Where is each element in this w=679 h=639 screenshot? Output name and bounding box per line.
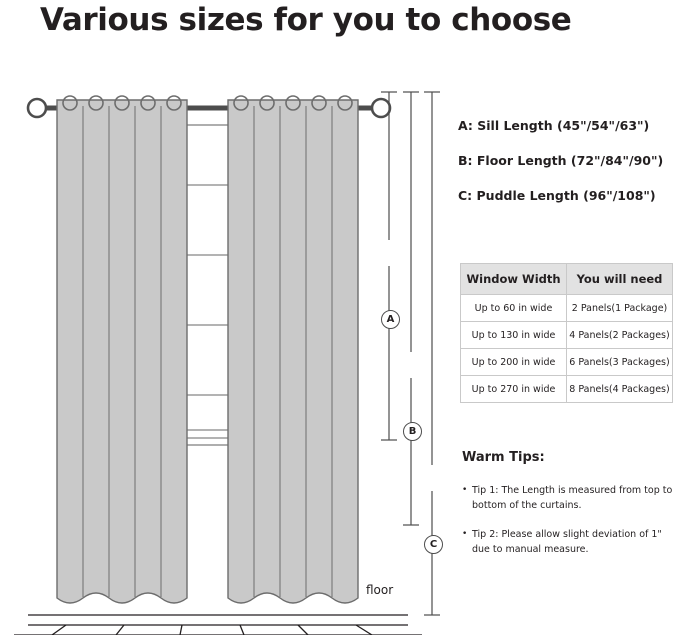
table-row: [461, 322, 673, 349]
cell-window-width: Up to 60 in wide: [461, 295, 567, 322]
floor: [14, 615, 422, 635]
legend-item-a: A: Sill Length (45"/54"/63"): [458, 118, 650, 133]
legend-item-b: B: Floor Length (72"/84"/90"): [458, 153, 664, 168]
table-header-row: [461, 264, 673, 295]
warm-tips-title: Warm Tips:: [462, 450, 545, 465]
cell-you-will-need: 4 Panels(2 Packages): [567, 322, 673, 349]
cell-window-width: Up to 270 in wide: [461, 376, 567, 403]
size-guide-table: [460, 263, 673, 403]
curtain-panel-left: [57, 96, 187, 603]
table-row: [461, 349, 673, 376]
tip-item: • Tip 1: The Length is measured from top to bottom of the curtains.: [462, 483, 676, 513]
marker-c: C: [424, 535, 443, 554]
table-row: [461, 295, 673, 322]
column-header-window-width: Window Width: [461, 264, 567, 295]
cell-you-will-need: 2 Panels(1 Package): [567, 295, 673, 322]
column-header-you-will-need: You will need: [567, 264, 673, 295]
page-title: Various sizes for you to choose: [40, 2, 572, 38]
marker-a: A: [381, 310, 400, 329]
marker-b: B: [403, 422, 422, 441]
warm-tips: [462, 450, 676, 571]
floor-label: floor: [366, 583, 394, 597]
cell-you-will-need: 6 Panels(3 Packages): [567, 349, 673, 376]
table-row: [461, 376, 673, 403]
curtain-panel-right: [228, 96, 358, 603]
cell-you-will-need: 8 Panels(4 Packages): [567, 376, 673, 403]
cell-window-width: Up to 130 in wide: [461, 322, 567, 349]
legend-item-c: C: Puddle Length (96"/108"): [458, 188, 656, 203]
curtain-diagram: [0, 70, 450, 635]
cell-window-width: Up to 200 in wide: [461, 349, 567, 376]
length-legend: [458, 118, 673, 223]
tip-item: • Tip 2: Please allow slight deviation of 1" due to manual measure.: [462, 527, 676, 557]
